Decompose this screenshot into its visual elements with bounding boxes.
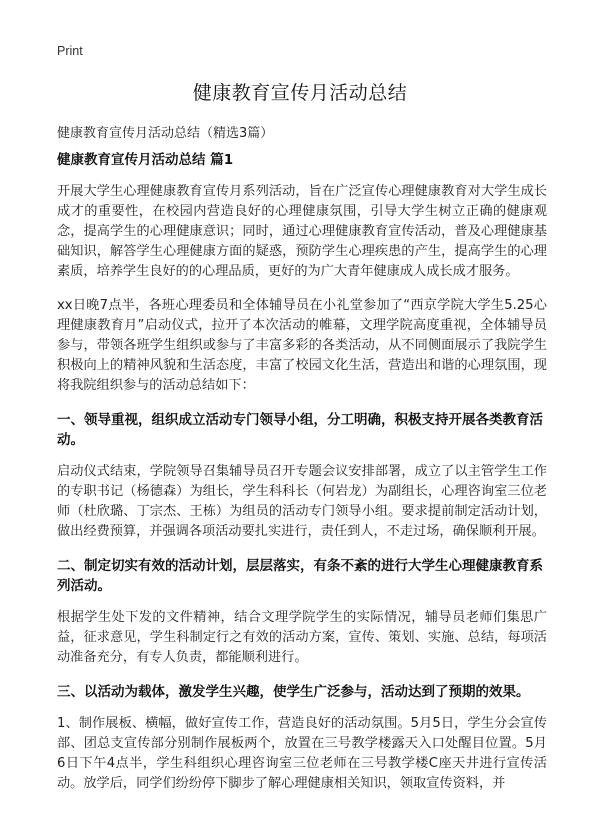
paragraph-2: xx日晚7点半，各班心理委员和全体辅导员在小礼堂参加了“西京学院大学生5.25心理健康教育月”启动仪式，拉开了本次活动的帷幕，文理学院高度重视，全体辅导员参与，带领各班学生组织或参与了丰富多彩的各类活动，从不同侧面展示了我院学生积极向上的精神风貌和生活态度，丰富了校园文化生活，营造出和谐的心理氛围，现将我院组织参与的活动总结如下： [57, 298, 547, 393]
paragraph-5: 1、制作展板、横幅，做好宣传工作，营造良好的活动氛围。5月5日，学生分会宣传部、团总支宣传部分别制作展板两个，放置在三号教学楼露天入口处醒目位置。5月6日下午4点半，学生科组织心理咨询室三位老师在三号教学楼C座天井进行宣传活动。放学后，同学们纷纷停下脚步了解心理健康相关知识，领取宣传资料，并 [57, 716, 547, 791]
paragraph-3: 启动仪式结束，学院领导召集辅导员召开专题会议安排部署，成立了以主管学生工作的专职书记（杨德森）为组长，学生科科长（何岩龙）为副组长，心理咨询室三位老师（杜欣璐、丁宗杰、王栋）为组员的活动专门领导小组。要求提前制定活动计划，做出经费预算，并强调各项活动要扎实进行，责任到人，不走过场，确保顺利开展。 [57, 464, 547, 539]
heading-1: 一、领导重视，组织成立活动专门领导小组，分工明确，积极支持开展各类教育活动。 [57, 412, 543, 448]
paragraph-1: 开展大学生心理健康教育宣传月系列活动，旨在广泛宣传心理健康教育对大学生成长成才的重要性，在校园内营造良好的心理健康氛围，引导大学生树立正确的健康观念，提高学生的心理健康意识；同时，通过心理健康教育宣传活动，普及心理健康基础知识，解答学生心理健康方面的疑惑，预防学生心理疾患的产生，提高学生的心理素质，培养学生良好的的心理品质，更好的为广大青年健康成人成长成才服务。 [57, 184, 547, 279]
document-title: 健康教育宣传月活动总结 [192, 82, 408, 104]
heading-2: 二、制定切实有效的活动计划，层层落实，有条不紊的进行大学生心理健康教育系列活动。 [57, 558, 543, 594]
document-subtitle: 健康教育宣传月活动总结（精选3篇） [57, 126, 274, 141]
section-heading: 健康教育宣传月活动总结 篇1 [57, 152, 234, 168]
paragraph-4: 根据学生处下发的文件精神，结合文理学院学生的实际情况，辅导员老师们集思广益，征求意见，学生科制定行之有效的活动方案，宣传、策划、实施、总结，每项活动准备充分，有专人负责，都能顺利进行。 [57, 610, 547, 665]
document-body [57, 150, 547, 808]
print-link[interactable]: Print [57, 44, 83, 58]
heading-3: 三、以活动为载体，激发学生兴趣，使学生广泛参与，活动达到了预期的效果。 [57, 684, 530, 700]
